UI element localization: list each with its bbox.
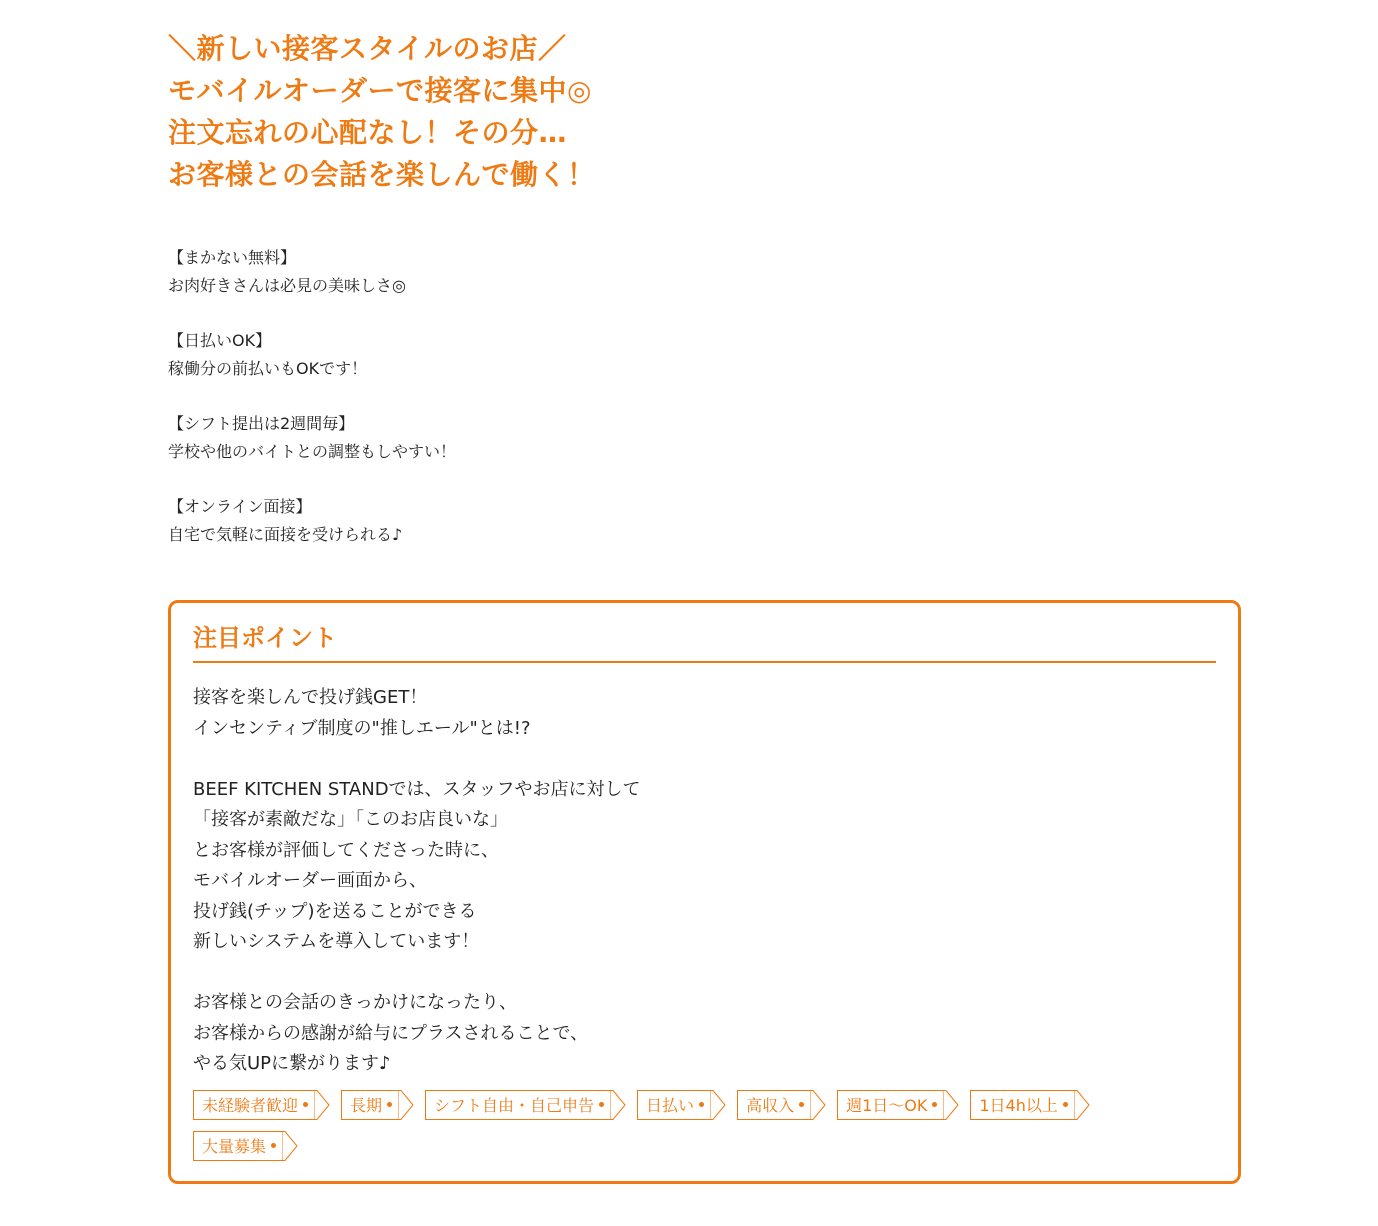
headline [168,28,1245,196]
tag-body [193,1131,282,1161]
dot-icon [699,1102,704,1107]
dot-icon [1063,1102,1068,1107]
point-box-line: お客様からの感謝が給与にプラスされることで、 [193,1022,589,1044]
point-box-line [193,744,1216,775]
feature-desc: 学校や他のバイトとの調整もしやすい！ [168,442,457,461]
tag-arrow-icon [282,1131,298,1161]
tag-label: 高収入 [746,1096,795,1115]
point-box [168,600,1241,1184]
headline-line: ＼新しい接客スタイルのお店／ [168,32,567,65]
feature-desc: お肉好きさんは必見の美味しさ◎ [168,276,406,295]
tag-label: シフト自由・自己申告 [434,1096,595,1115]
point-box-line: 「接客が素敵だな」「このお店良いな」 [193,809,508,830]
feature-desc: 稼働分の前払いもOKです！ [168,359,368,378]
tag[interactable] [837,1090,959,1120]
tag[interactable] [341,1090,414,1120]
feature-title: 【シフト提出は2週間毎】 [168,414,355,433]
point-box-line: お客様との会話のきっかけになったり、 [193,992,517,1013]
tag-arrow-icon [810,1090,826,1120]
tag-list [193,1090,1216,1172]
dot-icon [303,1102,308,1107]
feature-item [168,244,1245,300]
tag-arrow-icon [610,1090,626,1120]
point-box-line: 投げ銭(チップ)を送ることができる [193,900,477,922]
point-box-line: やる気UPに繋がります♪ [193,1053,391,1074]
point-box-title: 注目ポイント [193,621,1216,663]
tag[interactable] [970,1090,1090,1120]
tag-label: 未経験者歓迎 [202,1096,299,1115]
tag-arrow-icon [710,1090,726,1120]
headline-line: モバイルオーダーで接客に集中◎ [168,74,592,107]
point-box-line: BEEF KITCHEN STANDでは、スタッフやお店に対して [193,778,641,800]
tag[interactable] [193,1090,330,1120]
dot-icon [387,1102,392,1107]
tag-label: 週1日〜OK [846,1096,928,1115]
tag-body [637,1090,710,1120]
feature-desc: 自宅で気軽に面接を受けられる♪ [168,525,403,544]
point-box-line: モバイルオーダー画面から、 [193,870,427,891]
feature-item [168,327,1245,383]
tag-label: 1日4h以上 [979,1096,1058,1115]
tag-body [970,1090,1074,1120]
dot-icon [599,1102,604,1107]
tag-arrow-icon [943,1090,959,1120]
tag-arrow-icon [314,1090,330,1120]
point-box-line: 新しいシステムを導入しています！ [193,931,480,952]
feature-item [168,493,1245,549]
feature-item [168,410,1245,466]
job-content [168,28,1245,1156]
tag-arrow-icon [398,1090,414,1120]
point-box-body [193,683,1216,1080]
tag-body [837,1090,943,1120]
point-box-line: インセンティブ制度の"推しエール"とは!? [193,717,531,739]
tag[interactable] [425,1090,626,1120]
dot-icon [932,1102,937,1107]
tag[interactable] [637,1090,726,1120]
point-box-line [193,958,1216,989]
tag-label: 大量募集 [202,1137,267,1156]
feature-title: 【日払いOK】 [168,331,272,350]
tag-body [193,1090,314,1120]
dot-icon [271,1143,276,1148]
feature-list [168,244,1245,549]
dot-icon [799,1102,804,1107]
feature-title: 【まかない無料】 [168,248,297,267]
headline-line: お客様との会話を楽しんで働く！ [168,158,596,191]
tag[interactable] [737,1090,826,1120]
tag-label: 日払い [646,1096,695,1115]
tag[interactable] [193,1131,298,1161]
point-box-line: とお客様が評価してくださった時に、 [193,839,499,861]
headline-line: 注文忘れの心配なし！その分… [168,116,568,149]
point-box-line: 接客を楽しんで投げ銭GET！ [193,687,428,708]
feature-title: 【オンライン面接】 [168,497,312,516]
tag-body [425,1090,610,1120]
tag-body [341,1090,398,1120]
tag-label: 長期 [350,1096,383,1115]
tag-arrow-icon [1074,1090,1090,1120]
tag-body [737,1090,810,1120]
